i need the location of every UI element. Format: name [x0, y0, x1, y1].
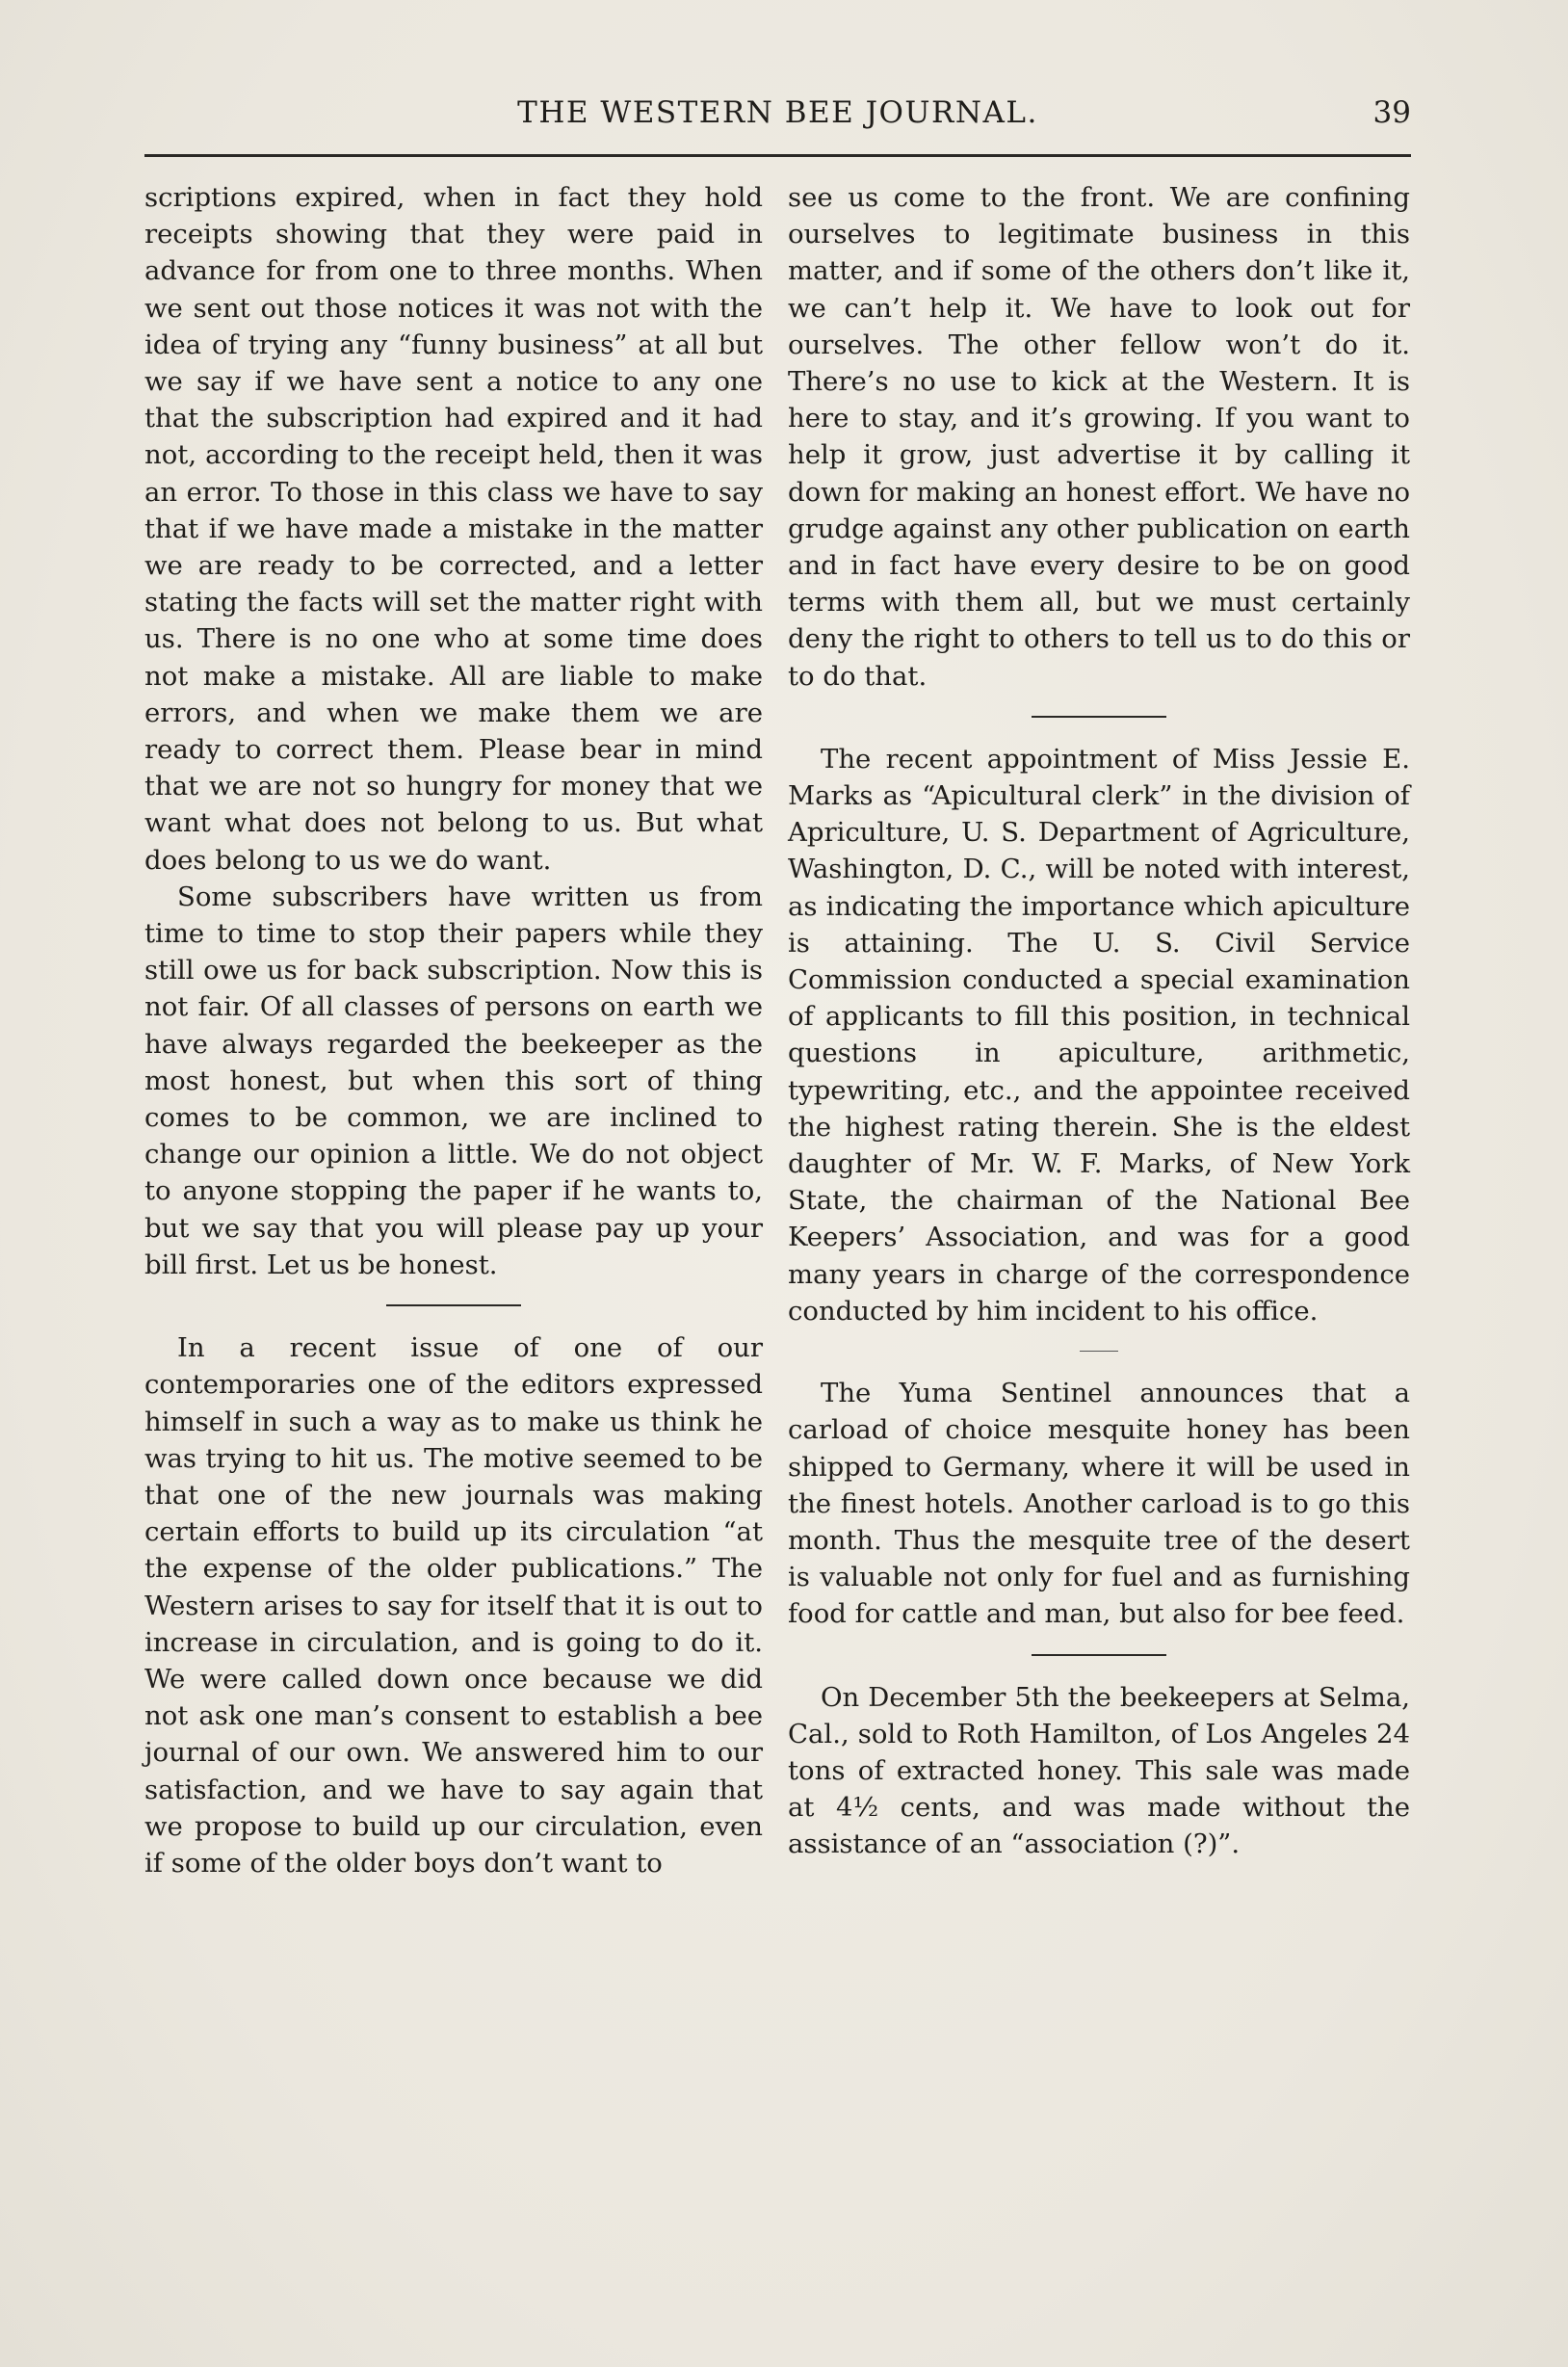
left-column: [144, 179, 763, 1881]
article-subscriptions-continued: scriptions expired, when in fact they hold receipts showing that they were paid in advance for from one to three months. When we sent out those notices it was not with the idea of trying any “funny business” at all but we say if we have sent a notice to any one that the subscription had expired and it had not, according to the receipt held, then it was an error. To those in this class we have to say that if we have made a mistake in the matter we are ready to be corrected, and a letter stating the facts will set the matter right with us. There is no one who at some time does not make a mistake. All are liable to make errors, and when we make them we are ready to correct them. Please bear in mind that we are not so hungry for money that we want what does not belong to us. But what does belong to us we do want.: [144, 182, 763, 876]
section-divider: [1032, 1654, 1166, 1656]
section-divider: [386, 1304, 521, 1306]
article-stopping-papers: Some subscribers have written us from time to time to stop their papers while they still owe us for back subscription. Now this is not fair. Of all classes of persons on earth we have always regarded the beekeeper as the most honest, but when this sort of thing comes to be common, we are inclined to change our opinion a little. We do not object to anyone stopping the paper if he wants to, but we say that you will please pay up your bill first. Let us be honest.: [144, 881, 763, 1280]
section-divider: [1080, 1351, 1118, 1352]
running-title: THE WESTERN BEE JOURNAL.: [517, 95, 1038, 130]
right-column: [788, 179, 1410, 1863]
page-header: [144, 89, 1411, 137]
article-appointment: The recent appointment of Miss Jessie E. Marks as “Apicultural clerk” in the division of Apriculture, U. S. Department of Agriculture, Washington, D. C., will be noted with interest, as indicating the importance which apiculture is attaining. The U. S. Civil Service Commission conducted a special examination of applicants to fill this position, in technical questions in apiculture, arithmetic, typewriting, etc., and the appointee received the highest rating therein. She is the eldest daughter of Mr. W. F. Marks, of New York State, the chairman of the National Bee Keepers’ Association, and was for a good many years in charge of the correspondence conducted by him incident to his office.: [788, 743, 1410, 1327]
article-selma-sale: On December 5th the beekeepers at Selma, Cal., sold to Roth Hamilton, of Los Angeles 24 tons of extracted honey. This sale was made at 4½ cents, and was made without the assistance of an “association (?)”.: [788, 1681, 1410, 1860]
section-divider: [1032, 716, 1166, 718]
article-contemporaries-continued: see us come to the front. We are confining ourselves to legitimate business in this matter, and if some of the others don’t like it, we can’t help it. We have to look out for ourselves. The other fellow won’t do it. There’s no use to kick at the Western. It is here to stay, and it’s growing. If you want to help it grow, just advertise it by calling it down for making an honest effort. We have no grudge against any other publication on earth and in fact have every desire to be on good terms with them all, but we must certainly deny the right to others to tell us to do this or to do that.: [788, 182, 1410, 692]
article-contemporaries: In a recent issue of one of our contemporaries one of the editors expressed himself in such a way as to make us think he was trying to hit us. The motive seemed to be that one of the new journals was making certain efforts to build up its circulation “at the expense of the older publications.” The Western arises to say for itself that it is out to increase in circulation, and is going to do it. We were called down once because we did not ask one man’s consent to establish a bee journal of our own. We answered him to our satisfaction, and we have to say again that we propose to build up our circulation, even if some of the older boys don’t want to: [144, 1332, 763, 1879]
article-yuma-sentinel: The Yuma Sentinel announces that a carload of choice mesquite honey has been shipped to Germany, where it will be used in the finest hotels. Another carload is to go this month. Thus the mesquite tree of the desert is valuable not only for fuel and as furnishing food for cattle and man, but also for bee feed.: [788, 1378, 1410, 1630]
header-rule: [144, 154, 1411, 157]
page-number: 39: [1372, 95, 1411, 130]
